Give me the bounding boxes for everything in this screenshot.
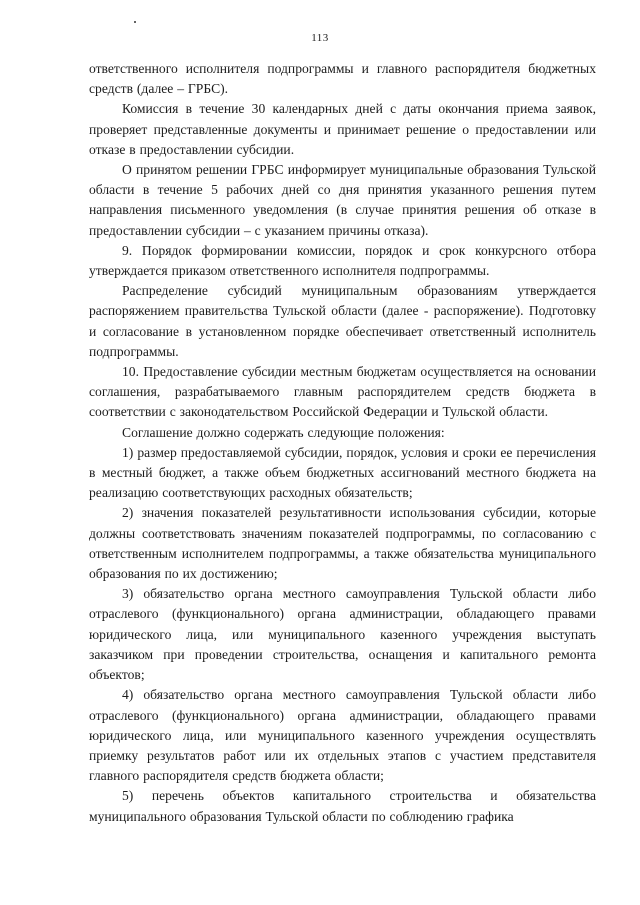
paragraph-clause-10: 10. Предоставление субсидии местным бюджетам осуществляется на основании соглашения, разрабатываемого главным распорядителем средств бюджета в соответствии с законодательством Российской Федерации и Тульской области.: [89, 364, 596, 420]
page-number: 113: [311, 32, 329, 44]
paragraph-grbs-notification: О принятом решении ГРБС информирует муниципальные образования Тульской области в течение 5 рабочих дней со дня принятия указанного решения путем направления письменного уведомления (в случае принятия решения об отказе в предоставлении субсидии – с указанием причины отказа).: [89, 162, 596, 238]
document-body: [89, 59, 596, 827]
scan-speck: [134, 21, 136, 23]
list-item-3: 3) обязательство органа местного самоуправления Тульской области либо отраслевого (функционального) органа администрации, обладающего правами юридического лица, или муниципального казенного учреждения выступать заказчиком при проведении строительства, оснащения и капитального ремонта объектов;: [89, 586, 596, 683]
paragraph-agreement-intro: Соглашение должно содержать следующие положения:: [122, 424, 445, 440]
list-item-4: 4) обязательство органа местного самоуправления Тульской области либо отраслевого (функционального) органа администрации, обладающего правами юридического лица, или муниципального казенного учреждения осуществлять приемку результатов работ или их отдельных этапов с участием представителя главного распорядителя средств бюджета области;: [89, 687, 596, 784]
paragraph-continuation: ответственного исполнителя подпрограммы и главного распорядителя бюджетных средств (далее – ГРБС).: [89, 61, 596, 97]
list-item-2: 2) значения показателей результативности использования субсидии, которые должны соответствовать значениям показателей подпрограммы, по согласованию с ответственным исполнителем подпрограммы, а также обязательства муниципального образования по их достижению;: [89, 505, 596, 582]
list-item-1: 1) размер предоставляемой субсидии, порядок, условия и сроки ее перечисления в местный бюджет, а также объем бюджетных ассигнований местного бюджета на реализацию соответствующих расходных обязательств;: [89, 444, 596, 501]
list-item-5: 5) перечень объектов капитального строительства и обязательства муниципального образования Тульской области по соблюдению графика: [89, 788, 596, 824]
paragraph-subsidy-distribution: Распределение субсидий муниципальным образованиям утверждается распоряжением правительства Тульской области (далее - распоряжение). Подготовку и согласование в установленном порядке обеспечивает ответственный исполнитель подпрограммы.: [89, 283, 596, 359]
paragraph-clause-9: 9. Порядок формировании комиссии, порядок и срок конкурсного отбора утверждается приказом ответственного исполнителя подпрограммы.: [89, 242, 596, 279]
paragraph-commission-review: Комиссия в течение 30 календарных дней с даты окончания приема заявок, проверяет представленные документы и принимает решение о предоставлении или отказе в предоставлении субсидии.: [89, 101, 596, 157]
